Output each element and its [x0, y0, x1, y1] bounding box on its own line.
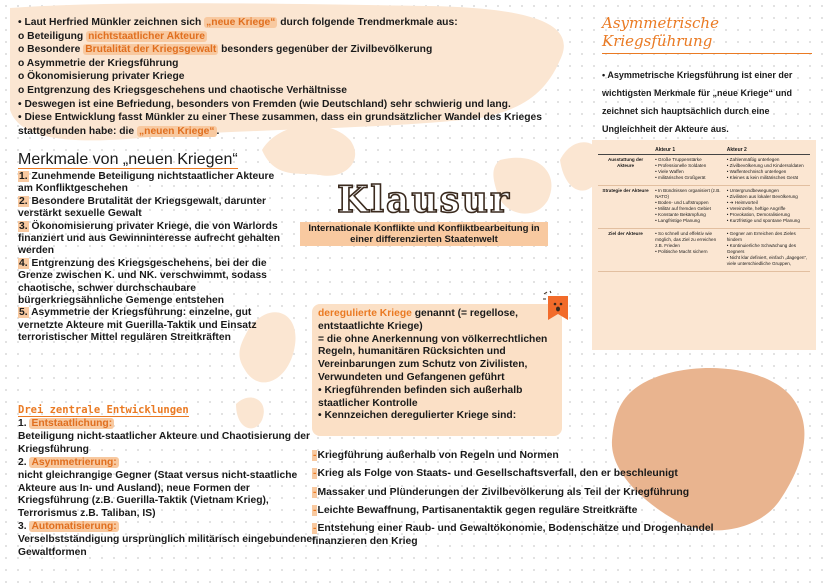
table-cell-item: • Kurzfristige und spontane Planung — [727, 218, 808, 224]
asymmetry-panel — [602, 14, 812, 138]
intro-line: o Beteiligung nichtstaatlicher Akteure — [18, 30, 206, 42]
table-cell — [653, 186, 725, 229]
table-header-cell: Akteur 2 — [725, 146, 810, 155]
entwicklung-item: 1. Entstaatlichung: Beteiligung nicht-staatlicher Akteure und Chaotisierung der Kriegsführung — [18, 418, 310, 455]
merkmal-item: 2. Besondere Brutalität der Kriegsgewalt, darunter verstärkt sexuelle Gewalt — [18, 195, 267, 220]
table-cell-item: • Waffentechnisch unterlegen — [727, 169, 808, 175]
table-cell-item: • So schnell und effektiv wie möglich, das Ziel zu erreichen z.B. Frieden — [655, 231, 723, 249]
table-cell-item: • Gegner am Erreichen des Zieles hindern — [727, 231, 808, 243]
table-cell-item: • Zivilisten aus lokaler Bevölkerung — [727, 194, 808, 200]
list-item: -Kriegführung außerhalb von Regeln und Normen — [313, 450, 559, 461]
actor-table-card — [592, 140, 816, 350]
merkmal-item: 4. Entgrenzung des Kriegsgeschehens, bei der die Grenze zwischen K. und NK. verschwimmt, sodass chaotische, schwer durchschaubare bürgerkriegsähnliche Gemenge entstehen — [18, 257, 267, 307]
merkmal-item: 3. Ökonomisierung privater Kriege, die von Warlords finanziert und aus Gewinninteresse aufrecht gehalten werden — [18, 220, 281, 257]
table-cell-item: • Große Truppenstärke — [655, 157, 723, 163]
speech-flag-icon — [542, 290, 572, 324]
table-cell-item: • Viele Waffen — [655, 169, 723, 175]
intro-line: • Deswegen ist eine Befriedung, besonders von Fremden (wie Deutschland) sehr schwierig und lang. — [18, 98, 511, 110]
table-cell-item: • Professionelle Soldaten — [655, 163, 723, 169]
table-header-cell — [598, 146, 653, 155]
table-header-cell: Akteur 1 — [653, 146, 725, 155]
table-cell-item: • Zahlenmäßig unterlegen — [727, 157, 808, 163]
dereg-bullet: • Kennzeichen deregulierter Kriege sind: — [318, 410, 517, 422]
intro-section — [18, 16, 558, 138]
table-cell-item: • Kleines & kein militärisches Gerät — [727, 175, 808, 181]
entwicklung-item: 2. Asymmetrierung: nicht gleichrangige Gegner (Staat versus nicht-staatliche Akteure aus In- und Ausland), neue Formen der Kriegsführung (z.B. Guerilla-Taktik (Vietnam Krieg), Terrorismus z.B. Taliban, IS) — [18, 456, 298, 520]
table-cell-item: • In Bündnissen organisiert (z.B. NATO) — [655, 188, 723, 200]
page-title: Klausur — [337, 179, 511, 221]
page-subtitle: Internationale Konflikte und Konfliktbearbeitung in einer differenzierten Staatenwelt — [300, 222, 548, 246]
intro-line: • Laut Herfried Münkler zeichnen sich „neue Kriege“ durch folgende Trendmerkmale aus: — [18, 17, 458, 28]
dereg-heading: deregulierte Kriege genannt (= regellose, entstaatlichte Kriege) — [318, 308, 519, 332]
table-cell-item: • Konstante Bekämpfung — [655, 212, 723, 218]
table-row-label: Ausstattung der Akteure — [598, 155, 653, 186]
title-block — [300, 180, 548, 247]
dereg-bullet: • Kriegführenden befinden sich außerhalb staatlicher Kontrolle — [318, 384, 523, 409]
merkmal-item: 5. Asymmetrie der Kriegsführung: einzelne, gut vernetzte Akteure mit Guerilla-Taktik und Einsatz terroristischer Mittel regulären Streitkräften — [18, 307, 257, 344]
table-row — [598, 186, 810, 229]
table-header-row — [598, 146, 810, 155]
table-cell-item: • Boden- und Luftstruppen — [655, 200, 723, 206]
drei-title — [18, 404, 318, 416]
table-cell — [653, 155, 725, 186]
intro-line: o Entgrenzung des Kriegsgeschehens und chaotische Verhältnisse — [18, 84, 348, 96]
table-cell-item: • Politische Macht sichern — [655, 249, 723, 255]
list-item: -Entstehung einer Raub- und Gewaltökonomie, Bodenschätze und Drogenhandel finanzieren den Krieg — [312, 523, 714, 547]
table-cell-item: • Untergrundbewegungen — [727, 188, 808, 194]
table-cell-item: • Nicht klar definiert, einfach „dagegen“, viele unterschiedliche Gruppen, — [727, 255, 808, 267]
list-item: -Massaker und Plünderungen der Zivilbevölkerung als Teil der Kriegführung — [313, 486, 690, 498]
entwicklung-item: 3. Automatisierung: Verselbstständigung ursprünglich militärisch eingebundener Gewaltformen — [18, 521, 317, 559]
actor-table — [598, 146, 810, 272]
table-cell-item: • militärisches Großgerät — [655, 175, 723, 181]
table-cell — [725, 155, 810, 186]
table-cell-item: • Militär auf fremden Gebiet — [655, 206, 723, 212]
actor-table-body — [598, 155, 810, 272]
intro-line: o Ökonomisierung privater Kriege — [18, 71, 185, 83]
table-cell-item: • Kontinuierliche Schwächung des Gegners — [727, 243, 808, 255]
table-row — [598, 229, 810, 272]
table-cell — [653, 229, 725, 272]
asymmetry-title: Asymmetrische Kriegsführung — [602, 14, 812, 54]
deregulated-wars-box — [312, 304, 562, 436]
table-cell — [725, 186, 810, 229]
dereg-characteristics-list — [312, 450, 752, 554]
table-cell-item: • Zivilbevölkerung und Kindersoldaten — [727, 163, 808, 169]
list-item: -Krieg als Folge von Staats- und Gesellschaftsverfall, den er beschleunigt — [313, 468, 678, 480]
drei-entwicklungen-section — [18, 404, 318, 560]
merkmale-section — [18, 151, 288, 345]
drei-title-text: Drei zentrale Entwicklungen — [18, 404, 189, 416]
table-cell-item: • ➔ Heimvorteil — [727, 200, 808, 206]
merkmal-item: 1. Zunehmende Beteiligung nichtstaatlicher Akteure am Konfliktgeschehen — [18, 171, 275, 195]
table-cell-item: • Vereinzelte, heftige Angriffe — [727, 206, 808, 212]
intro-line: • Diese Entwicklung fasst Münkler zu einer These zusammen, dass ein grundsätzlicher Wandel des Krieges stattgefunden habe: die „neuen Kriege“ . — [18, 112, 542, 137]
table-row — [598, 155, 810, 186]
merkmale-title-text: Merkmale von „neuen Kriegen“ — [18, 151, 238, 168]
asymmetry-text: • Asymmetrische Kriegsführung ist einer der wichtigsten Merkmale für „neue Kriege“ und zeichnet sich hauptsächlich durch eine Ungleichheit der Akteure aus. — [602, 70, 793, 134]
table-cell-item: • Provokation, Demoralisierung — [727, 212, 808, 218]
table-cell-item: • Langfristige Planung — [655, 218, 723, 224]
intro-line: o Asymmetrie der Kriegsführung — [18, 57, 179, 69]
dereg-definition: = die ohne Anerkennung von völkerrechtlichen Regeln, humanitären Rücksichten und Vereinbarungen zum Schutz von Zivilisten, Verwundeten und Gefangenen geführt — [318, 333, 548, 383]
table-row-label: Ziel der Akteure — [598, 229, 653, 272]
intro-line: o Besondere Brutalität der Kriegsgewalt besonders gegenüber der Zivilbevölkerung — [18, 44, 433, 56]
merkmale-title — [18, 151, 288, 169]
table-cell — [725, 229, 810, 272]
list-item: -Leichte Bewaffnung, Partisanentaktik gegen reguläre Streitkräfte — [313, 504, 638, 516]
table-row-label: Strategie der Akteure — [598, 186, 653, 229]
